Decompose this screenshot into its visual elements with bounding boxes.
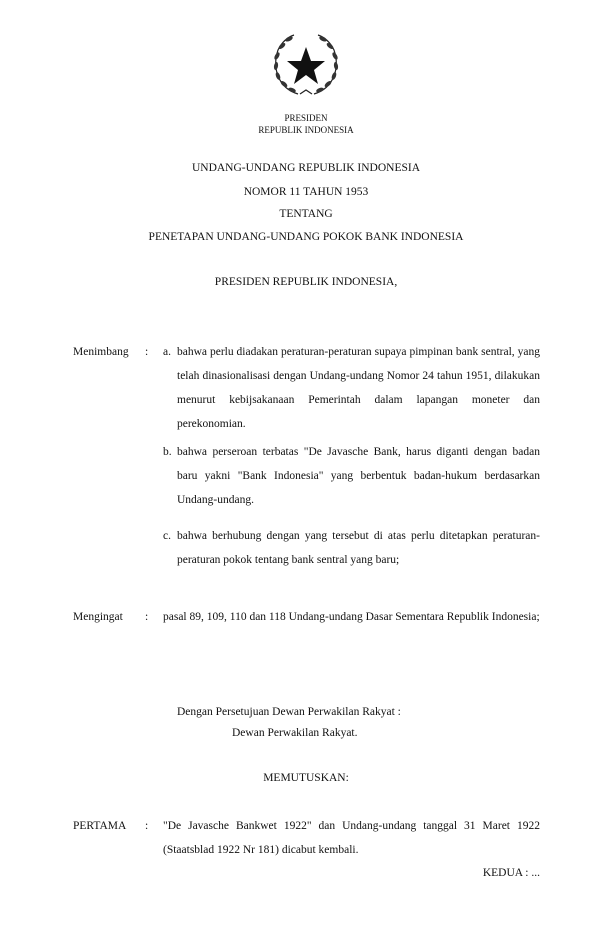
office-line-1: PRESIDEN bbox=[284, 113, 328, 123]
mengingat-text: pasal 89, 109, 110 dan 118 Undang-undang Dasar Sementara Republik Indonesia; bbox=[163, 611, 540, 623]
title-line-1: UNDANG-UNDANG REPUBLIK INDONESIA bbox=[191, 162, 421, 174]
pertama-text: "De Javasche Bankwet 1922" dan Undang-undang tanggal 31 Maret 1922 (Staatsblad 1922 Nr 181) dicabut kembali. bbox=[163, 820, 540, 856]
item-b-text: bahwa perseroan terbatas "De Javasche Bank, harus diganti dengan badan baru yakni "Bank Indonesia" yang berbentuk badan-hukum berdasarkan Undang-undang. bbox=[177, 446, 540, 506]
presidential-seal-emblem bbox=[268, 32, 344, 100]
menimbang-colon: : bbox=[145, 346, 149, 358]
title-line-2: NOMOR 11 TAHUN 1953 bbox=[243, 186, 369, 198]
star-icon bbox=[287, 47, 325, 84]
pertama-label: PERTAMA bbox=[73, 820, 127, 832]
memutuskan-heading: MEMUTUSKAN: bbox=[263, 772, 349, 784]
item-c-text: bahwa berhubung dengan yang tersebut di atas perlu ditetapkan peraturan-peraturan pokok tentang bank sentral yang baru; bbox=[177, 530, 540, 566]
title-line-4: PENETAPAN UNDANG-UNDANG POKOK BANK INDONESIA bbox=[148, 231, 464, 243]
next-page-indicator: KEDUA : ... bbox=[482, 867, 540, 879]
item-b-letter: b. bbox=[163, 446, 172, 458]
persetujuan-line-1: Dengan Persetujuan Dewan Perwakilan Rakyat : bbox=[177, 706, 401, 718]
issuer: PRESIDEN REPUBLIK INDONESIA, bbox=[214, 276, 398, 288]
item-a-text: bahwa perlu diadakan peraturan-peraturan supaya pimpinan bank sentral, yang telah dinasionalisasi dengan Undang-undang Nomor 24 tahun 1951, dilakukan menurut kebijsakanaan Pemerintah dalam lapangan moneter dan perekonomian. bbox=[177, 346, 540, 430]
mengingat-colon: : bbox=[145, 611, 149, 623]
menimbang-label: Menimbang bbox=[73, 346, 129, 358]
mengingat-label: Mengingat bbox=[73, 611, 123, 623]
pertama-colon: : bbox=[145, 820, 149, 832]
title-line-3: TENTANG bbox=[279, 208, 333, 220]
office-line-2: REPUBLIK INDONESIA bbox=[258, 125, 354, 135]
persetujuan-line-2: Dewan Perwakilan Rakyat. bbox=[232, 727, 358, 739]
item-c-letter: c. bbox=[163, 530, 171, 542]
item-a-letter: a. bbox=[163, 346, 171, 358]
